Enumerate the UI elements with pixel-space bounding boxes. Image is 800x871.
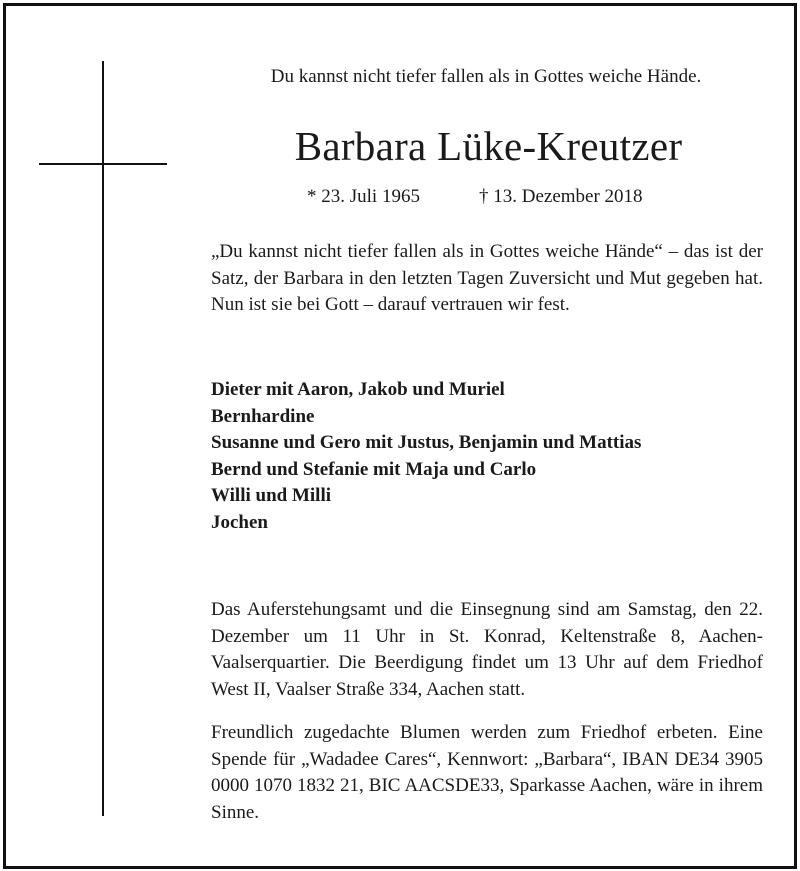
cross-icon-horizontal-bar [39, 163, 167, 165]
cross-icon-vertical-bar [102, 61, 104, 816]
mourners-list [211, 377, 771, 536]
motto-line: Du kannst nicht tiefer fallen als in Gottes weiche Hände. [270, 66, 702, 87]
mourner-line: Willi und Milli [211, 485, 332, 506]
mourner-line: Dieter mit Aaron, Jakob und Muriel [211, 379, 505, 400]
mourner-line: Bernd und Stefanie mit Maja und Carlo [211, 458, 537, 480]
quote-paragraph: „Du kannst nicht tiefer fallen als in Gottes weiche Hände“ – das ist der Satz, der Barbara in den letzten Tagen Zuversicht und Mut gegeben hat. Nun ist sie bei Gott – darauf vertrauen wir fest. [211, 241, 763, 315]
obituary-notice [3, 3, 797, 869]
mourner-line: Susanne und Gero mit Justus, Benjamin und Mattias [211, 432, 642, 453]
mourner-line: Bernhardine [211, 405, 315, 427]
deceased-name: Barbara Lüke-Kreutzer [294, 123, 683, 169]
flowers-donation-paragraph: Freundlich zugedachte Blumen werden zum Friedhof erbeten. Eine Spende für „Wadadee Cares“, Kennwort: „Barbara“, IBAN DE34 3905 0000 1070 1832 21, BIC AACSDE33, Sparkasse Aachen, wäre in ihrem Sinne. [211, 722, 763, 823]
death-date: † 13. Dezember 2018 [479, 186, 643, 207]
service-paragraph: Das Auferstehungsamt und die Einsegnung sind am Samstag, den 22. Dezember um 11 Uhr in St. Konrad, Keltenstraße 8, Aachen-Vaalserquartier. Die Beerdigung findet um 13 Uhr auf dem Friedhof West II, Vaalser Straße 334, Aachen statt. [211, 599, 763, 700]
mourner-line: Jochen [211, 511, 268, 533]
birth-date: * 23. Juli 1965 [307, 186, 420, 207]
